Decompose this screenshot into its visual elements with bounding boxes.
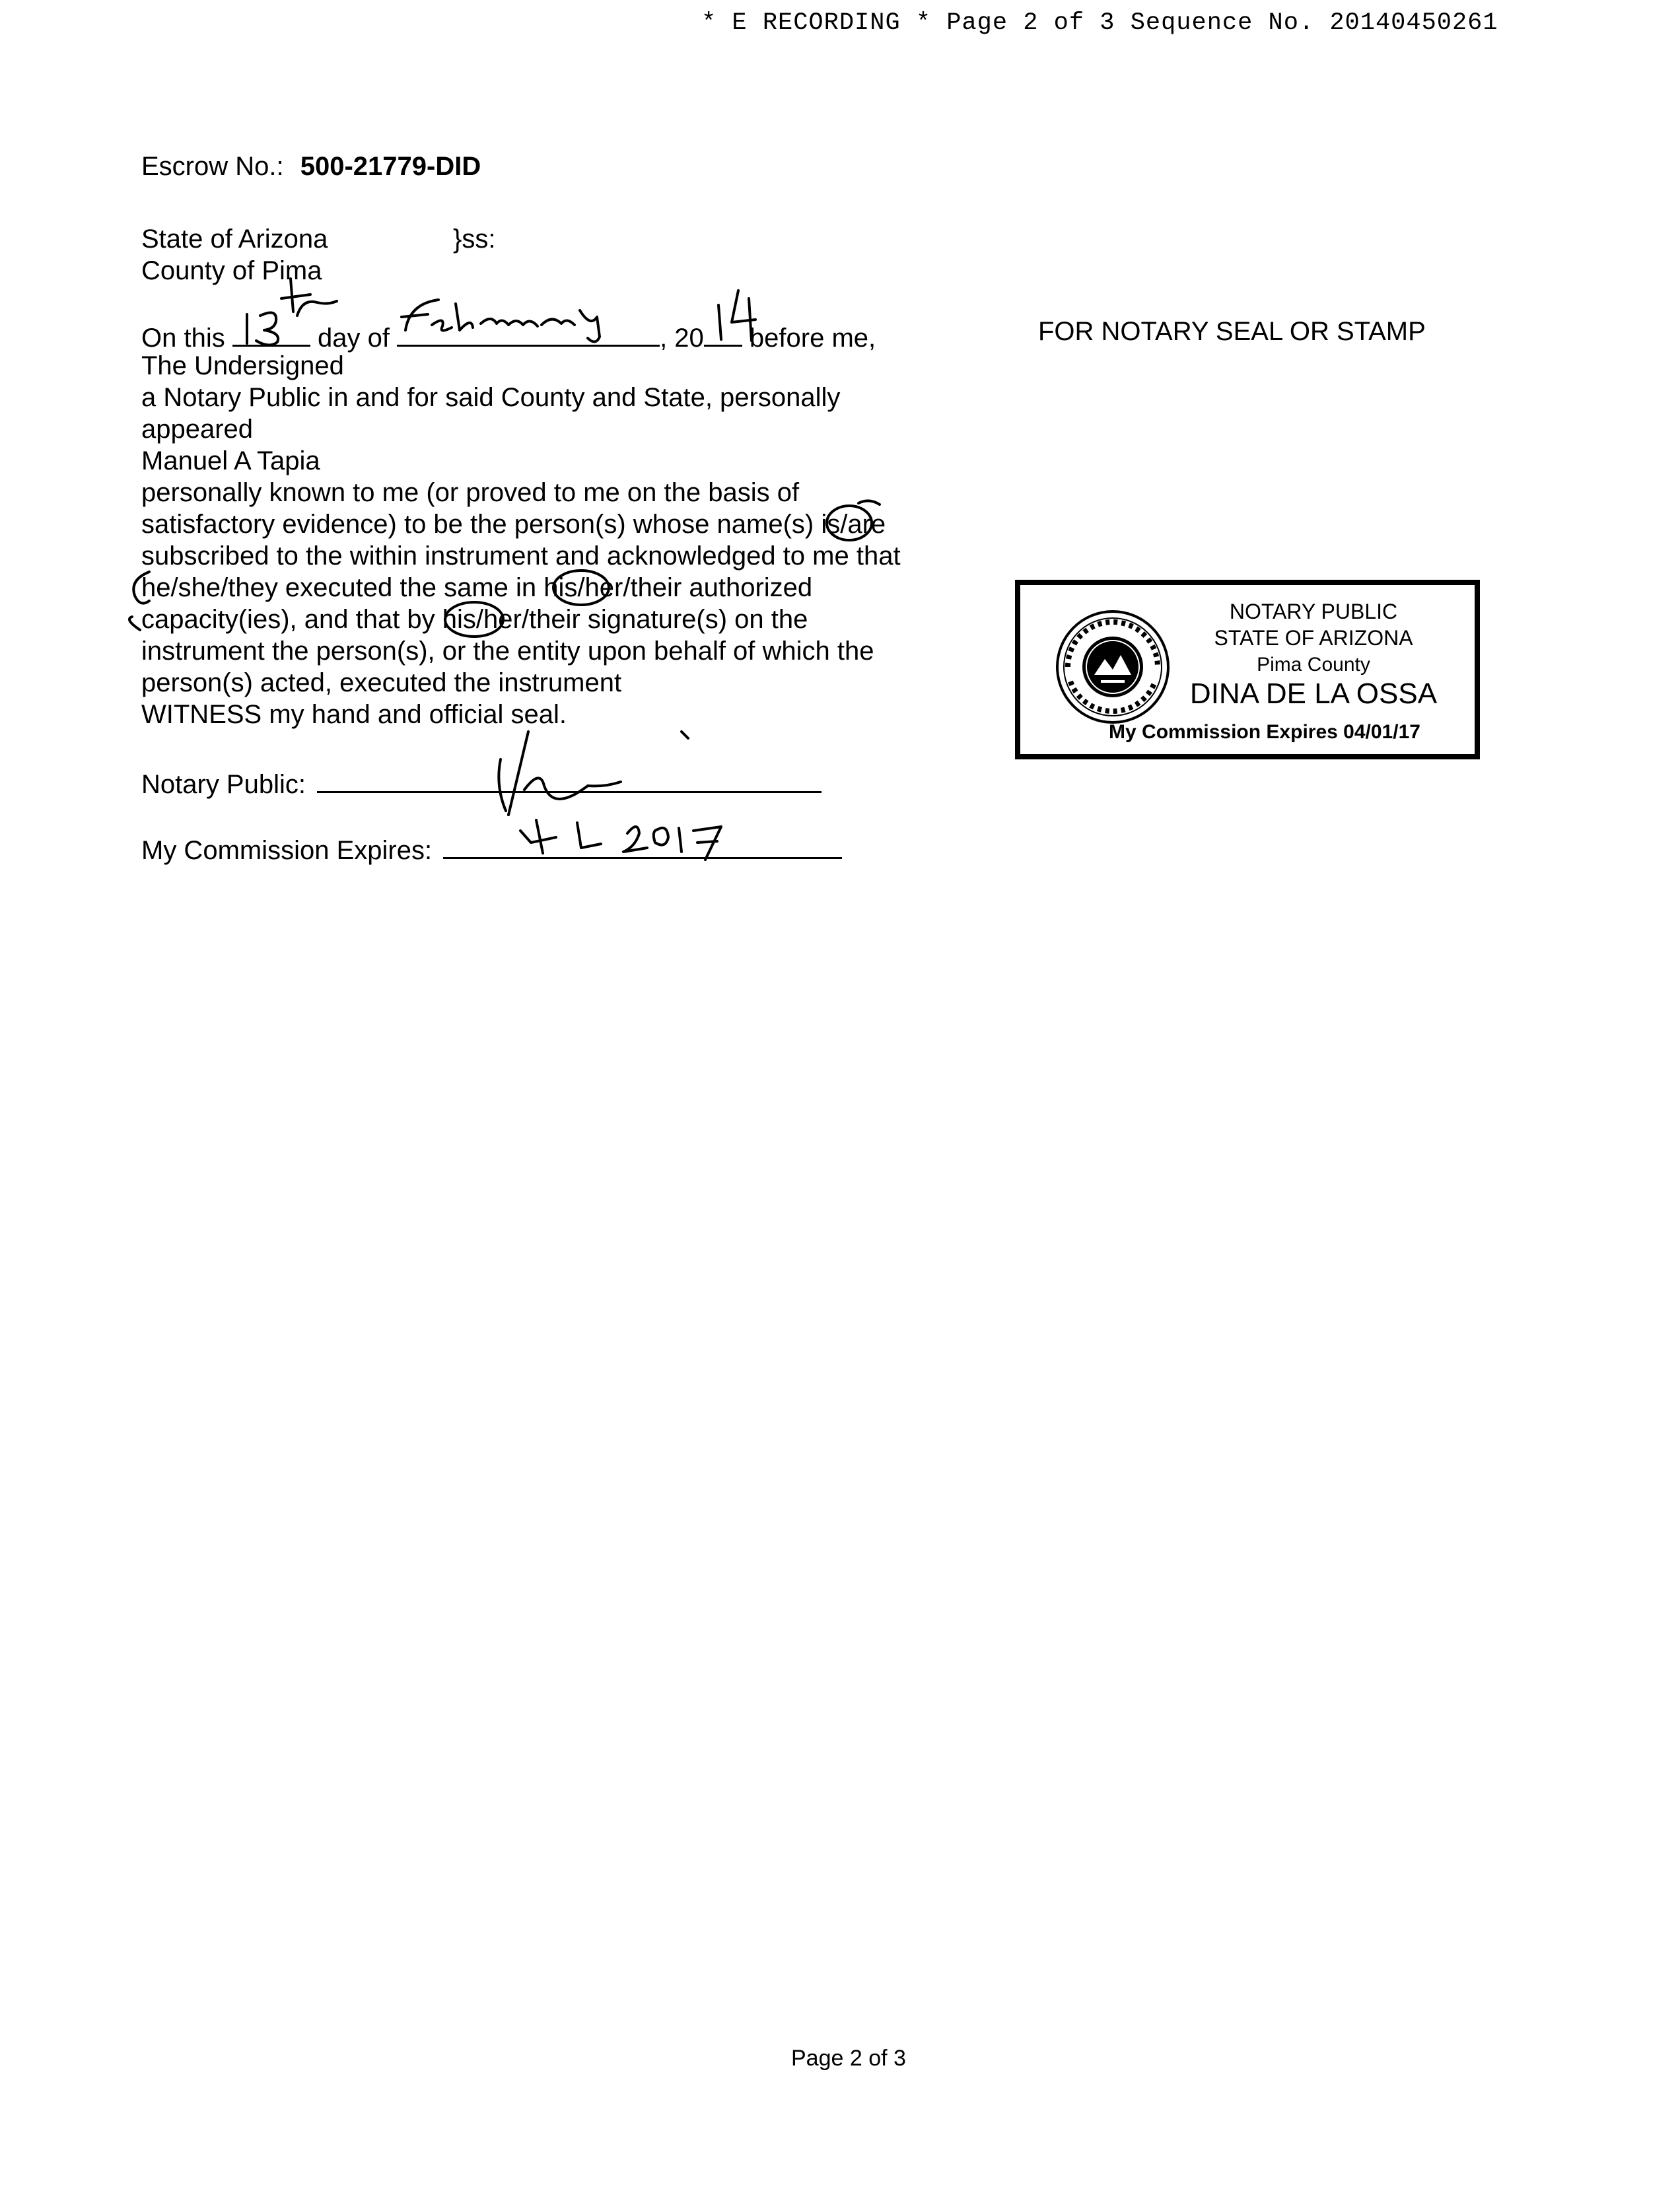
notary-public-label: Notary Public: — [141, 770, 306, 799]
paragraph-line-6: instrument the person(s), or the entity upon behalf of which the — [141, 637, 874, 666]
paragraph-line-8: WITNESS my hand and official seal. — [141, 700, 567, 729]
stamp-expires: My Commission Expires 04/01/17 — [1109, 721, 1420, 743]
appeared-line: appeared — [141, 415, 254, 444]
stamp-line-2: STATE OF ARIZONA — [1214, 626, 1413, 650]
recording-header: * E RECORDING * Page 2 of 3 Sequence No. 20140450261 — [701, 9, 1498, 37]
escrow-number: 500-21779-DID — [300, 152, 481, 181]
paragraph-line-4: he/she/they executed the same in his/her/their authorized — [141, 573, 813, 602]
venue-ss: }ss: — [453, 225, 496, 254]
paragraph-line-3: subscribed to the within instrument and acknowledged to me that — [141, 541, 901, 571]
paragraph-line-2: satisfactory evidence) to be the person(s) whose name(s) is/are — [141, 510, 886, 539]
circled-mark-3 — [123, 567, 176, 639]
stamp-notary-name: DINA DE LA OSSA — [1189, 677, 1438, 710]
before-me-label: before me, — [749, 324, 876, 353]
handwritten-year — [708, 279, 767, 345]
notary-line: a Notary Public in and for said County and State, personally — [141, 383, 841, 412]
seal-area-label: FOR NOTARY SEAL OR STAMP — [1038, 317, 1426, 346]
notary-stamp — [1015, 580, 1480, 759]
handwritten-day — [238, 272, 370, 351]
commission-label: My Commission Expires: — [141, 836, 433, 865]
escrow-line — [141, 151, 481, 182]
escrow-label: Escrow No.: — [141, 152, 284, 181]
handwritten-month — [399, 291, 676, 350]
circled-mark-2 — [548, 567, 614, 608]
circled-mark-1 — [819, 497, 882, 549]
undersigned-line: The Undersigned — [141, 351, 344, 380]
venue-state: State of Arizona — [141, 225, 328, 254]
page-footer: Page 2 of 3 — [791, 2046, 906, 2071]
notary-signature — [489, 712, 707, 824]
arizona-seal-icon — [1055, 609, 1171, 725]
year-prefix: , 20 — [660, 324, 704, 353]
circled-mark-4 — [438, 598, 511, 641]
paragraph-line-1: personally known to me (or proved to me on the basis of — [141, 478, 800, 507]
paragraph-line-5: capacity(ies), and that by his/her/their signature(s) on the — [141, 605, 808, 634]
venue-county: County of Pima — [141, 256, 322, 285]
on-this-label: On this — [141, 324, 225, 353]
handwritten-expiry — [516, 814, 734, 866]
signer-name: Manuel A Tapia — [141, 446, 320, 475]
stamp-line-3: Pima County — [1257, 654, 1370, 676]
paragraph-line-7: person(s) acted, executed the instrument — [141, 668, 622, 697]
day-of-label: day of — [317, 324, 390, 353]
commission-line — [141, 831, 842, 866]
stamp-line-1: NOTARY PUBLIC — [1229, 600, 1398, 623]
notary-public-line — [141, 765, 822, 800]
